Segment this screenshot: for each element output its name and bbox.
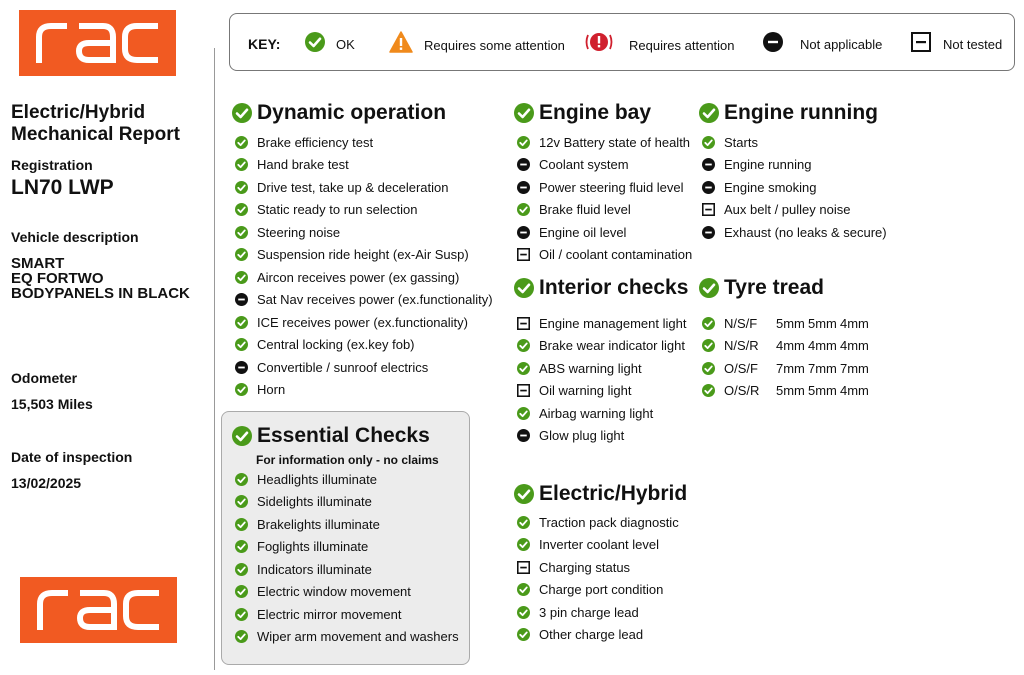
ok-icon [699,278,719,298]
check-item-label: Exhaust (no leaks & secure) [724,224,887,240]
check-item [514,154,692,177]
ok-icon [235,383,248,396]
check-item [514,176,692,199]
check-item-label: Steering noise [257,224,341,240]
check-item [232,311,493,334]
check-item-label: Brakelights illuminate [257,516,380,532]
check-item [232,131,493,154]
ok-icon [699,103,719,123]
ok-icon [702,362,715,375]
check-item [232,379,493,402]
ok-icon [702,136,715,149]
check-item-label: Brake efficiency test [257,134,374,150]
not-tested-icon [517,317,530,330]
check-list [514,312,688,447]
tyre-reading: 7mm [808,360,837,376]
check-item-label: Charging status [539,559,631,575]
check-item [514,601,687,624]
check-item-label: Headlights illuminate [257,471,377,487]
check-item [514,511,687,534]
section-electric-hybrid [514,481,687,646]
check-item-label: Horn [257,382,286,398]
section-subtitle: For information only - no claims [256,453,439,467]
tyre-reading: 5mm [776,315,805,331]
check-item [514,335,688,358]
check-item [514,131,692,154]
report-title [11,102,211,146]
not-applicable-icon [702,226,715,239]
ok-icon [702,317,715,330]
check-item-label: Engine smoking [724,179,817,195]
check-item [232,154,493,177]
check-item-label: Power steering fluid level [539,179,684,195]
check-item-label: Convertible / sunroof electrics [257,359,429,375]
ok-icon [514,103,534,123]
check-item [232,536,459,559]
check-item [232,581,459,604]
section-essential-checks [232,423,459,648]
ok-icon [517,407,530,420]
ok-icon [235,226,248,239]
check-list [232,131,493,401]
tyre-position: N/S/F [724,315,758,331]
not-tested-icon [517,561,530,574]
check-item-label: Engine oil level [539,224,627,240]
check-item [232,491,459,514]
check-item [699,176,887,199]
check-item-label: Central locking (ex.key fob) [257,337,415,353]
section-engine-running [699,100,887,244]
key-label-warning: Requires some attention [424,37,565,53]
status-key [229,13,1015,71]
check-item [232,558,459,581]
ok-icon [232,426,252,446]
check-item [514,534,687,557]
ok-icon [235,495,248,508]
vehicle-description-line: EQ FORTWO [11,270,104,287]
ok-icon [235,248,248,261]
key-item-not-tested [911,32,1002,52]
rac-logo [20,577,177,643]
tyre-reading: 4mm [840,383,869,399]
key-label-ok: OK [336,37,355,52]
ok-icon [235,316,248,329]
check-item-label: Hand brake test [257,157,349,173]
not-tested-icon [517,384,530,397]
section-title-text: Engine bay [539,101,652,124]
tyre-position: N/S/R [724,338,759,354]
not-applicable-icon [517,158,530,171]
not-tested-icon [911,32,931,52]
not-applicable-icon [763,32,783,52]
ok-icon [235,585,248,598]
ok-icon [235,608,248,621]
tyre-reading: 7mm [840,360,869,376]
check-list [514,131,692,266]
section-tyre-tread [699,275,869,402]
ok-icon [235,338,248,351]
check-item [514,312,688,335]
tyre-reading: 4mm [808,338,837,354]
key-label-not-applicable: Not applicable [800,37,883,52]
rac-logo-mark [33,21,163,65]
vehicle-description-line: BODYPANELS IN BLACK [11,285,190,302]
ok-icon [235,473,248,486]
check-item [232,626,459,649]
check-item [514,624,687,647]
check-item [232,199,493,222]
check-item-label: Sidelights illuminate [257,494,372,510]
check-item-label: Static ready to run selection [257,202,418,218]
check-item-label: 12v Battery state of health [539,134,691,150]
check-item-label: Traction pack diagnostic [539,514,679,530]
check-item [514,244,692,267]
check-item [514,380,688,403]
check-item [699,221,887,244]
check-item [232,244,493,267]
check-item-label: Brake fluid level [539,202,631,218]
check-item [514,221,692,244]
section-title [514,100,692,126]
section-title-text: Interior checks [539,276,689,299]
inspection-date-value: 13/02/2025 [11,475,82,491]
check-item [699,199,887,222]
section-title [232,423,459,449]
ok-icon [514,484,534,504]
registration-label: Registration [11,157,93,173]
check-item [232,266,493,289]
check-item-label: Other charge lead [539,627,644,643]
section-title [514,275,688,301]
check-item-label: Drive test, take up & deceleration [257,179,449,195]
section-title [514,481,687,507]
section-title [699,100,887,126]
ok-icon [235,136,248,149]
tyre-position: O/S/F [724,360,758,376]
check-item [232,334,493,357]
tyre-reading: 7mm [776,360,805,376]
not-applicable-icon [235,361,248,374]
vertical-divider [214,48,215,670]
tyre-reading: 4mm [776,338,805,354]
check-item-label: Foglights illuminate [257,539,369,555]
check-item [514,556,687,579]
section-title-text: Tyre tread [724,276,824,299]
inspection-date-label: Date of inspection [11,449,133,465]
check-item-label: 3 pin charge lead [539,604,639,620]
ok-icon [235,540,248,553]
report-title-line1: Electric/Hybrid [11,102,146,123]
check-item-label: Engine management light [539,315,687,331]
check-item-label: Wiper arm movement and washers [257,629,459,645]
check-list [699,131,887,244]
key-item-alert [585,31,735,53]
key-title: KEY: [248,36,281,52]
check-item-label: ICE receives power (ex.functionality) [257,314,468,330]
section-dynamic-operation [232,100,493,401]
tyre-row [699,312,869,335]
ok-icon [517,516,530,529]
registration-value: LN70 LWP [11,176,114,199]
vehicle-description-line: SMART [11,255,65,272]
check-item-label: Charge port condition [539,582,664,598]
section-title-text: Dynamic operation [257,101,447,124]
check-item [232,289,493,312]
section-title-text: Essential Checks [257,424,430,447]
check-item-label: Coolant system [539,157,629,173]
check-list [232,468,459,648]
not-applicable-icon [517,226,530,239]
check-item [232,176,493,199]
check-item [232,221,493,244]
key-item-not-applicable [763,32,882,52]
check-item [232,468,459,491]
tyre-list [699,312,869,402]
check-item-label: Electric window movement [257,584,411,600]
tyre-row [699,380,869,403]
key-label-not-tested: Not tested [943,37,1003,52]
ok-icon [232,103,252,123]
check-item-label: Brake wear indicator light [539,338,685,354]
tyre-reading: 5mm [808,383,837,399]
section-interior-checks [514,275,688,447]
check-item [514,425,688,448]
not-tested-icon [702,203,715,216]
section-title [699,275,869,301]
rac-logo-mark [34,588,164,632]
alert-icon [585,31,613,53]
tyre-row [699,357,869,380]
ok-icon [305,32,325,52]
tyre-reading: 5mm [808,315,837,331]
ok-icon [235,181,248,194]
ok-icon [702,384,715,397]
tyre-reading: 4mm [840,338,869,354]
key-item-warning [389,31,565,53]
check-item-label: Engine running [724,157,812,173]
check-item-label: Oil warning light [539,383,632,399]
check-item [699,154,887,177]
key-item-ok [305,32,355,52]
check-item-label: Starts [724,134,758,150]
rac-logo [19,10,176,76]
not-applicable-icon [235,293,248,306]
ok-icon [235,563,248,576]
check-item [514,199,692,222]
check-item [514,579,687,602]
ok-icon [235,271,248,284]
check-item-label: Inverter coolant level [539,537,659,553]
check-item-label: Aircon receives power (ex gassing) [257,269,460,285]
check-item-label: Glow plug light [539,428,625,444]
check-item [232,356,493,379]
section-engine-bay [514,100,692,266]
check-item [514,402,688,425]
odometer-value: 15,503 Miles [11,396,93,412]
check-item-label: Aux belt / pulley noise [724,202,851,218]
check-item-label: ABS warning light [539,360,642,376]
check-item-label: Sat Nav receives power (ex.functionality) [257,292,493,308]
check-item-label: Airbag warning light [539,405,654,421]
warning-icon [389,31,413,53]
ok-icon [514,278,534,298]
ok-icon [517,339,530,352]
ok-icon [517,362,530,375]
key-label-alert: Requires attention [629,37,735,53]
ok-icon [517,606,530,619]
check-item-label: Electric mirror movement [257,606,402,622]
section-title-text: Electric/Hybrid [539,482,688,505]
not-applicable-icon [517,181,530,194]
tyre-reading: 5mm [776,383,805,399]
ok-icon [517,203,530,216]
tyre-reading: 4mm [840,315,869,331]
not-applicable-icon [702,181,715,194]
ok-icon [517,136,530,149]
vehicle-description-label: Vehicle description [11,229,139,245]
ok-icon [517,628,530,641]
not-applicable-icon [517,429,530,442]
check-item-label: Oil / coolant contamination [539,247,693,263]
section-title [232,100,493,126]
ok-icon [235,158,248,171]
check-item [514,357,688,380]
odometer-label: Odometer [11,370,78,386]
tyre-row [699,335,869,358]
check-list [514,511,687,646]
report-title-line2: Mechanical Report [11,124,180,145]
ok-icon [235,630,248,643]
check-item-label: Indicators illuminate [257,561,372,577]
section-title-text: Engine running [724,101,878,124]
ok-icon [517,538,530,551]
tyre-position: O/S/R [724,383,760,399]
check-item-label: Suspension ride height (ex-Air Susp) [257,247,469,263]
ok-icon [235,518,248,531]
not-applicable-icon [702,158,715,171]
check-item [232,513,459,536]
ok-icon [702,339,715,352]
not-tested-icon [517,248,530,261]
check-item [699,131,887,154]
ok-icon [517,583,530,596]
check-item [232,603,459,626]
ok-icon [235,203,248,216]
